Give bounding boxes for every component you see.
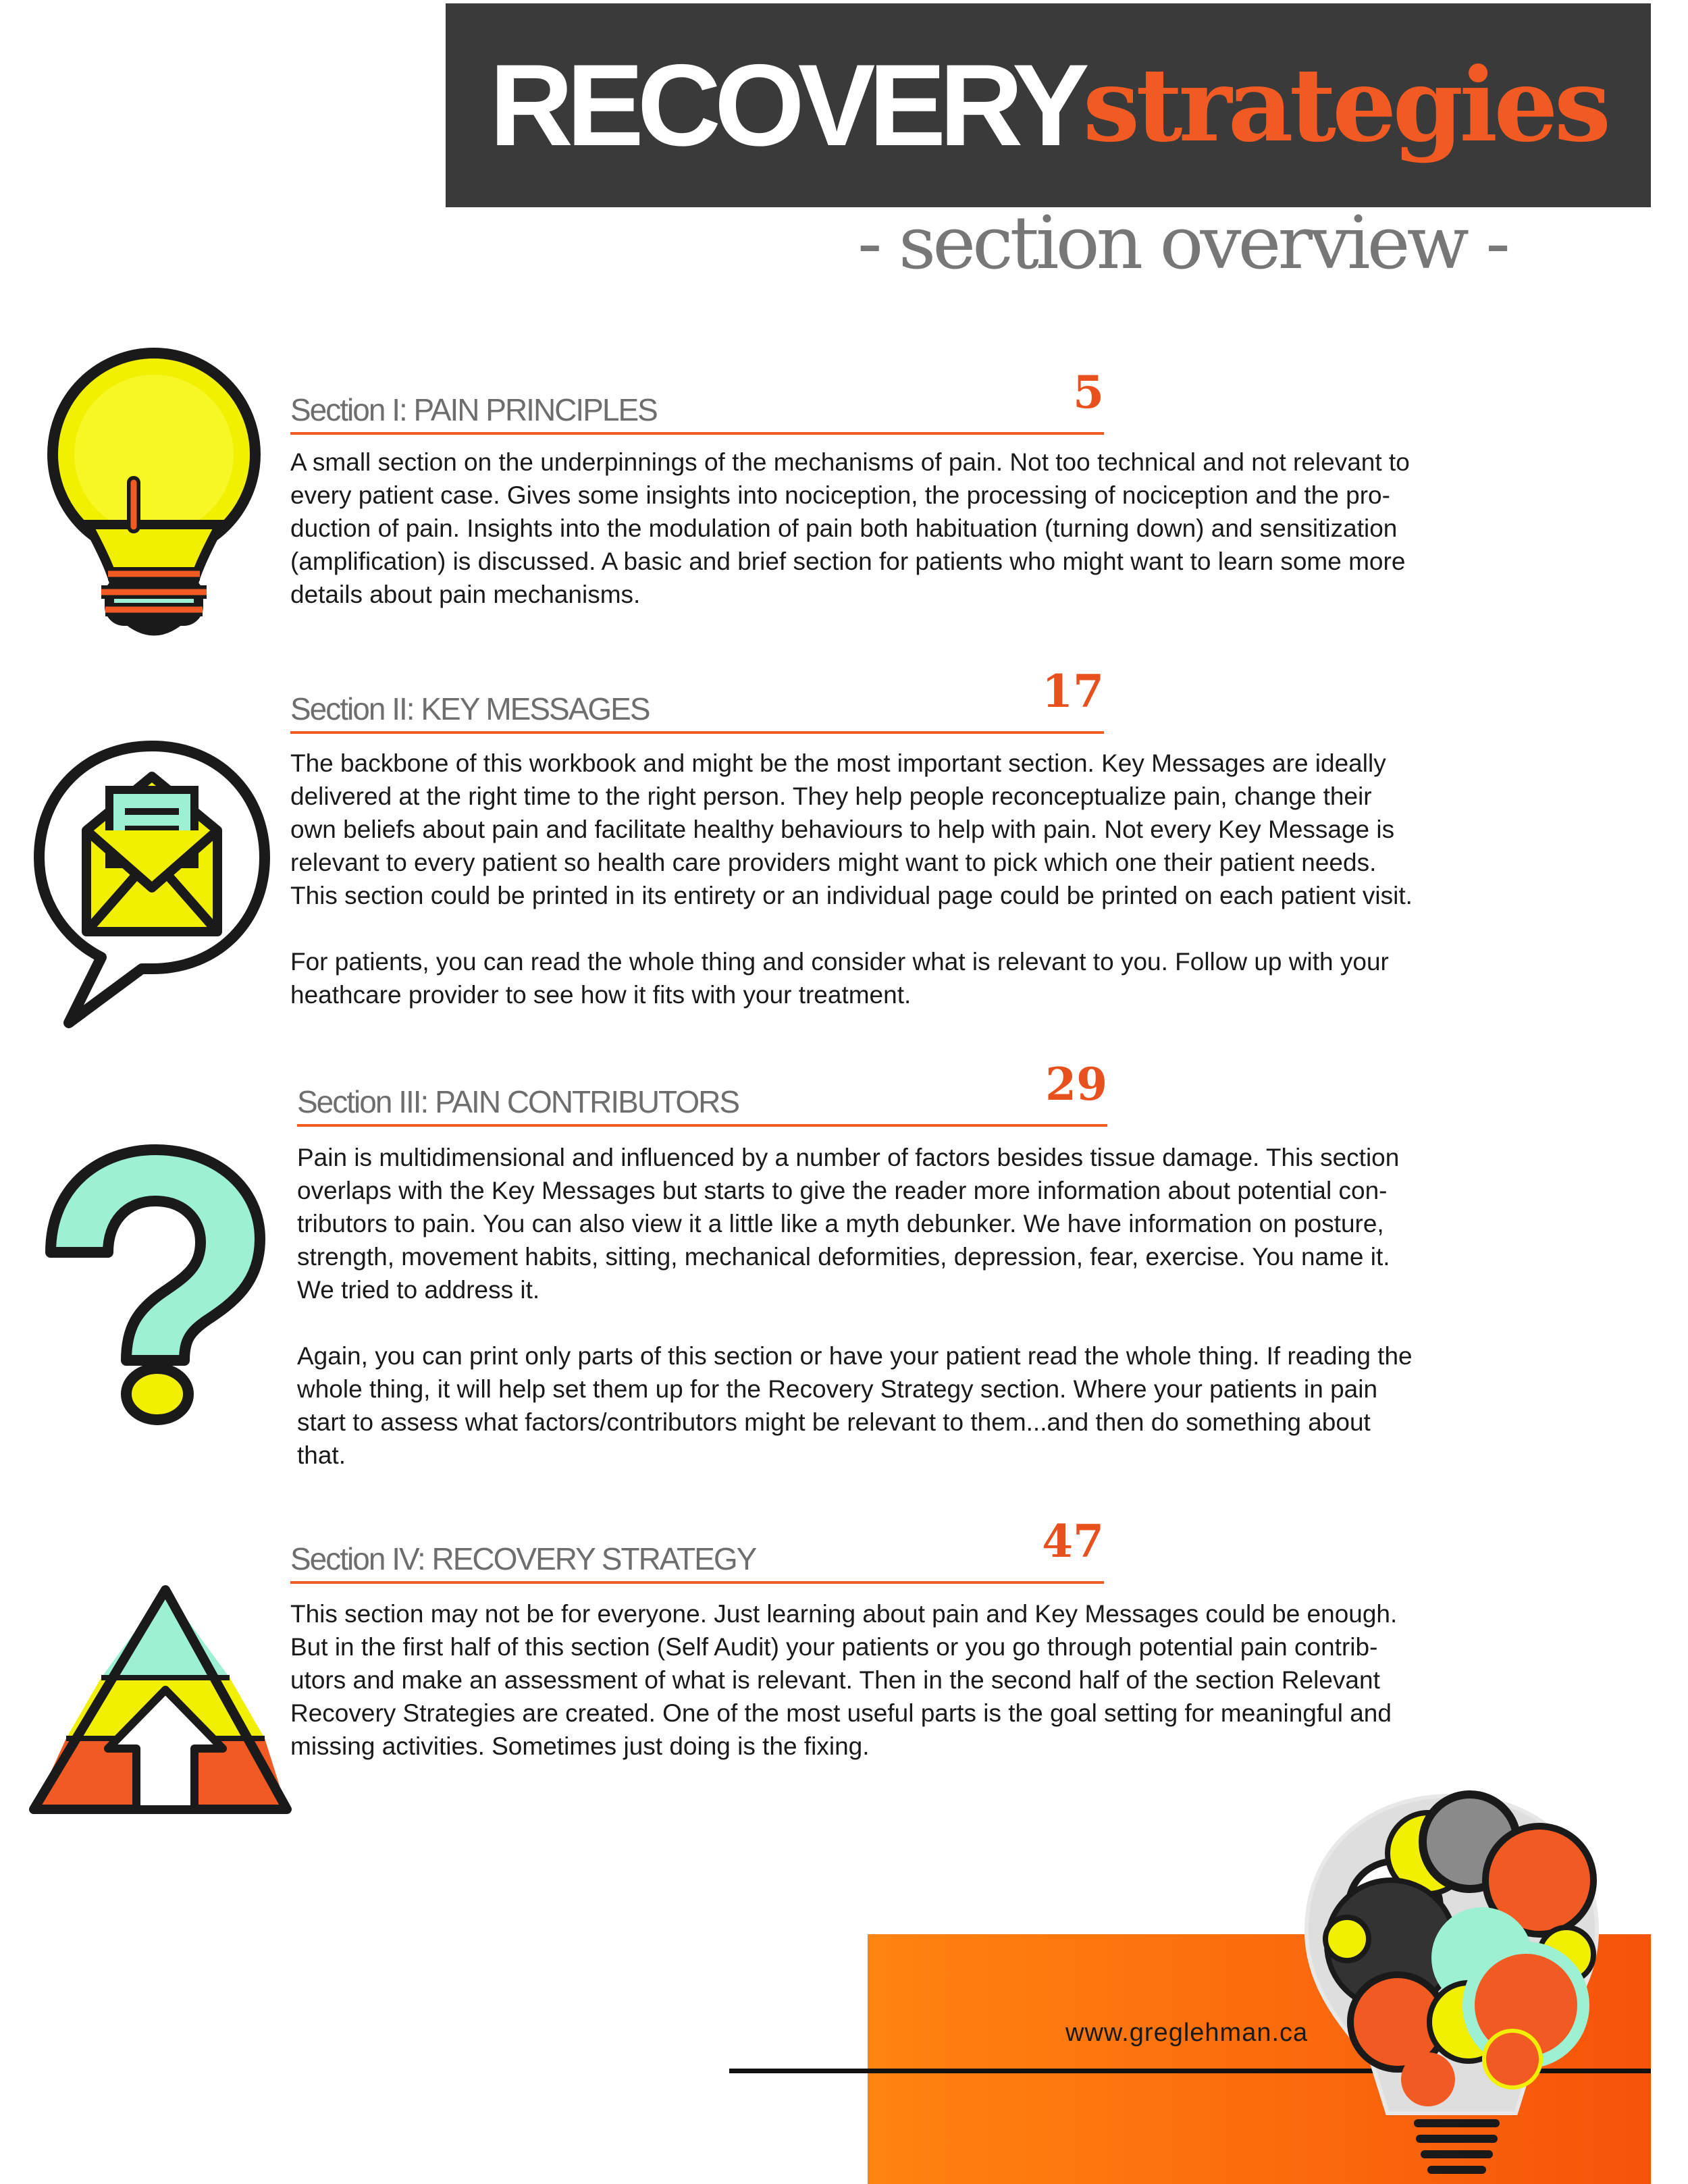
- triangle-arrow-up-icon: [27, 1576, 294, 1819]
- section-paragraph: Again, you can print only parts of this section or have your patient read the whole thing. If reading the whole thing, it will help set them up for the Recovery Strategy section. Where your patients in pain start to assess what factors/contributors might be relevant to them...and then do something about that.: [297, 1342, 1413, 1469]
- envelope-speech-bubble-icon: [27, 736, 277, 1033]
- section-header-3: [297, 1058, 1107, 1127]
- section-page-number: 5: [1073, 366, 1104, 419]
- section-paragraph: A small section on the underpinnings of the mechanisms of pain. Not too technical and not relevant to every patient case. Gives some insights into nociception, the processing of nociception and the pro- duction of pain. Insights into the modulation of pain both habituation (turning down) and sensitization (amplification) is discussed. A basic and brief section for patients who might want to learn some more details about pain mechanisms.: [290, 448, 1410, 608]
- section-title: Section IV: RECOVERY STRATEGY: [290, 1541, 756, 1576]
- section-description-2: [290, 747, 1614, 1011]
- website-link[interactable]: www.greglehman.ca: [1065, 2019, 1309, 2047]
- title-main: RECOVERY: [489, 41, 1083, 170]
- question-mark-icon: [30, 1138, 280, 1435]
- section-description-3: [297, 1141, 1620, 1472]
- section-title: Section III: PAIN CONTRIBUTORS: [297, 1084, 739, 1119]
- section-page-number: 47: [1042, 1515, 1104, 1568]
- section-description-1: [290, 446, 1614, 611]
- colorful-bubbles-lightbulb-icon: [1293, 1789, 1610, 2184]
- lightbulb-icon: [34, 348, 273, 655]
- section-paragraph: Pain is multidimensional and influenced by a number of factors besides tissue damage. This section overlaps with the Key Messages but starts to give the reader more information about potential con- tributors to pain. You can also view it a little like a myth debunker. We have information on posture, strength, movement habits, sitting, mechanical deformities, depression, fear, exercise. You name it. We tried to address it.: [297, 1144, 1400, 1304]
- section-paragraph: This section may not be for everyone. Just learning about pain and Key Messages could be enough. But in the first half of this section (Self Audit) your patients or you go through potential pain contrib- utors and make an assessment of what is relevant. Then in the second half of the section Relevant Recovery Strategies are created. One of the most useful parts is the goal setting for meaningful and missing activities. Sometimes just doing is the fixing.: [290, 1600, 1398, 1760]
- section-title: Section II: KEY MESSAGES: [290, 691, 650, 726]
- section-header-2: [290, 665, 1104, 734]
- section-header-4: [290, 1515, 1104, 1584]
- section-page-number: 17: [1042, 665, 1104, 718]
- section-title: Section I: PAIN PRINCIPLES: [290, 392, 657, 427]
- section-header-1: [290, 366, 1104, 435]
- title-accent: strategies: [1082, 46, 1608, 165]
- section-page-number: 29: [1045, 1058, 1107, 1111]
- header-bar: [446, 3, 1651, 207]
- section-description-4: [290, 1597, 1614, 1763]
- section-paragraph: The backbone of this workbook and might be the most important section. Key Messages are ideally delivered at the right time to the right person. They help people reconceptualize pain, change their own beliefs about pain and facilitate healthy behaviours to help with pain. Not every Key Message is relevant to every patient so health care providers might want to pick which one their patient needs. This section could be printed in its entirety or an individual page could be printed on each patient visit.: [290, 749, 1413, 909]
- page-subtitle: - section overview -: [858, 201, 1507, 286]
- section-paragraph: For patients, you can read the whole thing and consider what is relevant to you. Follow up with your heathcare provider to see how it fits with your treatment.: [290, 948, 1389, 1009]
